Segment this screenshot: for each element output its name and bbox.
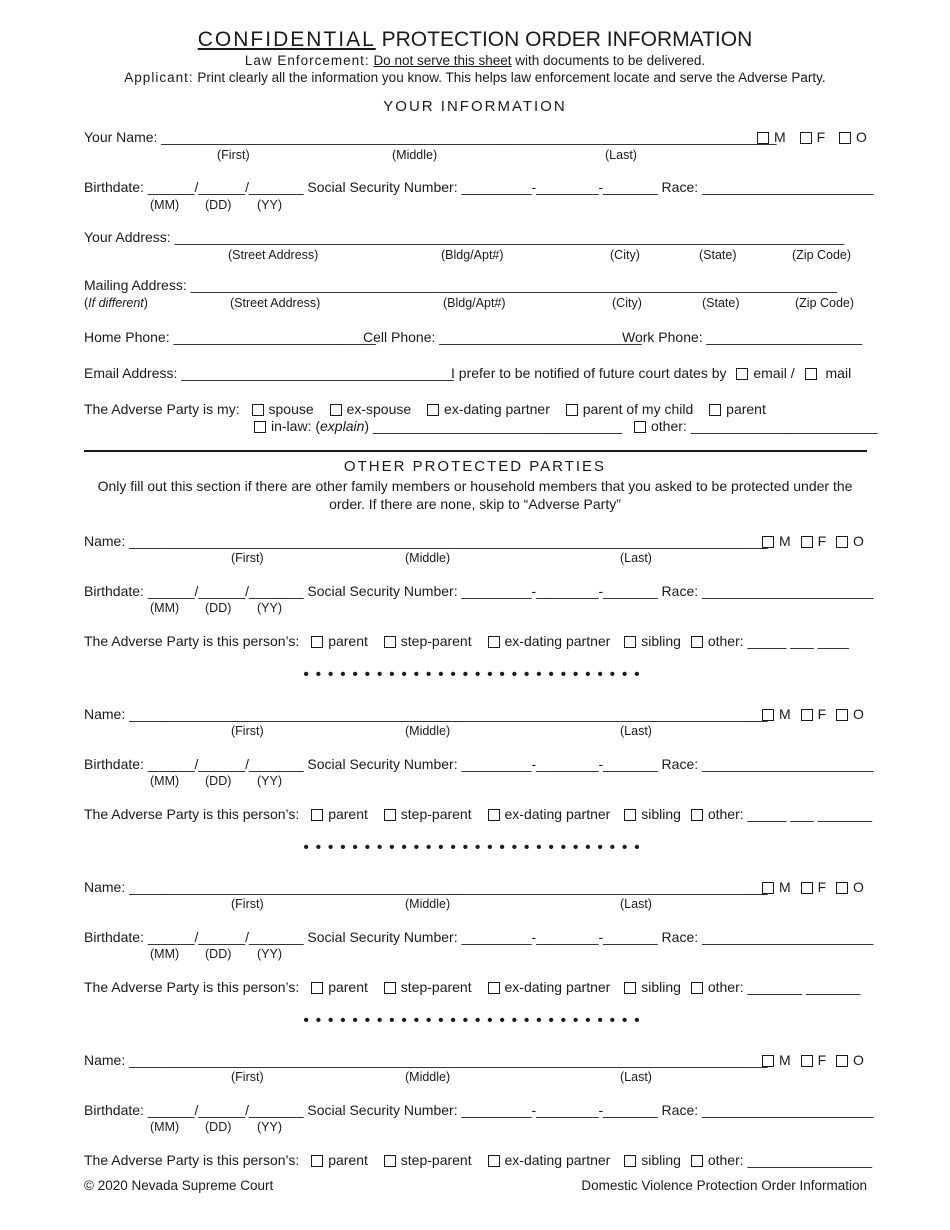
caption-first: (First) xyxy=(217,148,250,162)
separator-dots: •••••••••••••••••••••••••••• xyxy=(303,1012,647,1029)
rel-ex-dating-checkbox[interactable] xyxy=(488,809,500,821)
party-birthdate-ssn-race-field[interactable]: Birthdate: ______/______/_______ Social Security Number: _________-________-_______ Race: ______________________ xyxy=(84,583,874,599)
rel-step-parent-checkbox[interactable] xyxy=(384,982,396,994)
caption-mm: (MM) xyxy=(150,947,180,961)
your-info-heading: YOUR INFORMATION xyxy=(383,98,567,115)
party-name-field[interactable]: Name: __________________________________________________________________________________ xyxy=(84,1052,768,1068)
rel-other-field[interactable]: other: _____ ___ _______ xyxy=(707,806,873,822)
adverse-party-relationship: The Adverse Party is my: spouse ex-spouse ex-dating partner parent of my child parent xyxy=(84,401,766,417)
rel-inlaw-checkbox[interactable] xyxy=(254,421,266,433)
rel-step-parent-checkbox[interactable] xyxy=(384,636,396,648)
caption-yy: (YY) xyxy=(257,198,282,212)
rel-other-checkbox[interactable] xyxy=(691,636,703,648)
caption-street: (Street Address) xyxy=(230,296,321,310)
rel-other-checkbox[interactable] xyxy=(691,982,703,994)
caption-first: (First) xyxy=(231,724,264,738)
party-adverse-relationship: The Adverse Party is this person’s: parent step-parent ex-dating partner sibling other: ________________ xyxy=(84,1152,873,1168)
party-adverse-relationship: The Adverse Party is this person’s: parent step-parent ex-dating partner sibling other: _____ ___ _______ xyxy=(84,806,873,822)
caption-last: (Last) xyxy=(620,897,652,911)
rel-step-parent-checkbox[interactable] xyxy=(384,809,396,821)
applicant-note: Applicant: Print clearly all the information you know. This helps law enforcement locate and serve the Adverse Party. xyxy=(124,70,826,85)
rel-other-field[interactable]: other: ________________________ xyxy=(651,418,878,434)
caption-first: (First) xyxy=(231,1070,264,1084)
notify-preference: I prefer to be notified of future court dates by email / mail xyxy=(451,365,852,381)
gender-options: M F O xyxy=(757,129,867,145)
gender-o-checkbox[interactable] xyxy=(839,132,851,144)
gender-m-checkbox[interactable] xyxy=(762,709,774,721)
caption-dd: (DD) xyxy=(205,947,232,961)
caption-bldg: (Bldg/Apt#) xyxy=(441,248,504,262)
rel-parent-checkbox[interactable] xyxy=(311,636,323,648)
rel-sibling-checkbox[interactable] xyxy=(624,636,636,648)
caption-middle: (Middle) xyxy=(405,724,451,738)
caption-last: (Last) xyxy=(620,724,652,738)
caption-yy: (YY) xyxy=(257,1120,282,1134)
gender-f-checkbox[interactable] xyxy=(801,536,813,548)
caption-dd: (DD) xyxy=(205,1120,232,1134)
caption-street: (Street Address) xyxy=(228,248,319,262)
rel-ex-spouse-checkbox[interactable] xyxy=(330,404,342,416)
rel-ex-dating-checkbox[interactable] xyxy=(427,404,439,416)
home-phone-field[interactable]: Home Phone: __________________________ xyxy=(84,329,376,345)
your-address-field[interactable]: Your Address: ______________________________________________________________________________________ xyxy=(84,229,845,245)
other-parties-heading: OTHER PROTECTED PARTIES xyxy=(343,458,607,475)
rel-parent-checkbox[interactable] xyxy=(311,809,323,821)
footer-form-title: Domestic Violence Protection Order Information xyxy=(581,1178,867,1193)
party-name-field[interactable]: Name: __________________________________________________________________________________ xyxy=(84,879,768,895)
rel-other-field[interactable]: other: _____ ___ ____ xyxy=(707,633,849,649)
separator-dots: •••••••••••••••••••••••••••• xyxy=(303,839,647,856)
rel-parent-checkbox[interactable] xyxy=(311,982,323,994)
caption-if-different: (If different) xyxy=(84,296,148,310)
caption-dd: (DD) xyxy=(205,774,232,788)
notify-email-checkbox[interactable] xyxy=(736,368,748,380)
caption-city: (City) xyxy=(610,248,640,262)
gender-o-checkbox[interactable] xyxy=(836,1055,848,1067)
notify-mail-checkbox[interactable] xyxy=(805,368,817,380)
separator-dots: •••••••••••••••••••••••••••• xyxy=(303,666,647,683)
other-parties-intro: Only fill out this section if there are other family members or household members that you asked to be protected under the order. If there are none, skip to “Adverse Party” xyxy=(97,478,853,512)
mailing-address-field[interactable]: Mailing Address: ___________________________________________________________________________________ xyxy=(84,277,837,293)
gender-f-checkbox[interactable] xyxy=(800,132,812,144)
caption-dd: (DD) xyxy=(205,601,232,615)
party-birthdate-ssn-race-field[interactable]: Birthdate: ______/______/_______ Social Security Number: _________-________-_______ Race: ______________________ xyxy=(84,1102,874,1118)
caption-first: (First) xyxy=(231,551,264,565)
caption-state: (State) xyxy=(699,248,737,262)
party-name-field[interactable]: Name: __________________________________________________________________________________ xyxy=(84,706,768,722)
party-adverse-relationship: The Adverse Party is this person’s: parent step-parent ex-dating partner sibling other: _______ _______ xyxy=(84,979,861,995)
caption-bldg: (Bldg/Apt#) xyxy=(443,296,506,310)
party-adverse-relationship: The Adverse Party is this person’s: parent step-parent ex-dating partner sibling other: _____ ___ ____ xyxy=(84,633,849,649)
party-gender-options: M F O xyxy=(762,533,864,549)
caption-first: (First) xyxy=(231,897,264,911)
caption-middle: (Middle) xyxy=(405,1070,451,1084)
caption-last: (Last) xyxy=(605,148,637,162)
party-gender-options: M F O xyxy=(762,706,864,722)
title-text: PROTECTION ORDER INFORMATION xyxy=(381,28,753,51)
inlaw-other-row: in-law: (explain) ________________________________ other: ________________________ xyxy=(254,418,878,434)
cell-phone-field[interactable]: Cell Phone: __________________________ xyxy=(363,329,642,345)
gender-o-checkbox[interactable] xyxy=(836,709,848,721)
caption-dd: (DD) xyxy=(205,198,232,212)
gender-m-checkbox[interactable] xyxy=(762,1055,774,1067)
party-birthdate-ssn-race-field[interactable]: Birthdate: ______/______/_______ Social Security Number: _________-________-_______ Race: ______________________ xyxy=(84,929,874,945)
rel-ex-dating-checkbox[interactable] xyxy=(488,636,500,648)
caption-middle: (Middle) xyxy=(405,551,451,565)
rel-sibling-checkbox[interactable] xyxy=(624,809,636,821)
rel-ex-dating-checkbox[interactable] xyxy=(488,982,500,994)
gender-f-checkbox[interactable] xyxy=(801,882,813,894)
rel-other-checkbox[interactable] xyxy=(691,809,703,821)
work-phone-field[interactable]: Work Phone: ____________________ xyxy=(622,329,863,345)
rel-parent-of-child-checkbox[interactable] xyxy=(566,404,578,416)
gender-o-checkbox[interactable] xyxy=(836,882,848,894)
rel-step-parent-checkbox[interactable] xyxy=(384,1155,396,1167)
rel-parent-checkbox[interactable] xyxy=(709,404,721,416)
page-title xyxy=(0,28,950,52)
gender-m-checkbox[interactable] xyxy=(762,882,774,894)
birthdate-ssn-race-field[interactable]: Birthdate: ______/______/_______ Social Security Number: _________-________-_______ Race: ______________________ xyxy=(84,179,874,195)
caption-zip: (Zip Code) xyxy=(795,296,855,310)
section-divider xyxy=(84,450,867,452)
rel-other-checkbox[interactable] xyxy=(634,421,646,433)
gender-f-checkbox[interactable] xyxy=(801,709,813,721)
caption-middle: (Middle) xyxy=(405,897,451,911)
party-gender-options: M F O xyxy=(762,879,864,895)
party-birthdate-ssn-race-field[interactable]: Birthdate: ______/______/_______ Social Security Number: _________-________-_______ Race: ______________________ xyxy=(84,756,874,772)
caption-last: (Last) xyxy=(620,1070,652,1084)
caption-city: (City) xyxy=(612,296,642,310)
rel-sibling-checkbox[interactable] xyxy=(624,982,636,994)
rel-other-field[interactable]: other: _______ _______ xyxy=(707,979,861,995)
caption-middle: (Middle) xyxy=(392,148,438,162)
party-name-field[interactable]: Name: __________________________________________________________________________________ xyxy=(84,533,768,549)
caption-yy: (YY) xyxy=(257,947,282,961)
caption-mm: (MM) xyxy=(150,601,180,615)
footer-copyright: © 2020 Nevada Supreme Court xyxy=(84,1178,274,1193)
rel-other-field[interactable]: other: ________________ xyxy=(707,1152,873,1168)
gender-m-checkbox[interactable] xyxy=(757,132,769,144)
party-gender-options: M F O xyxy=(762,1052,864,1068)
rel-other-checkbox[interactable] xyxy=(691,1155,703,1167)
caption-last: (Last) xyxy=(620,551,652,565)
caption-yy: (YY) xyxy=(257,601,282,615)
rel-sibling-checkbox[interactable] xyxy=(624,1155,636,1167)
confidential-label: CONFIDENTIAL xyxy=(197,28,376,51)
gender-m-checkbox[interactable] xyxy=(762,536,774,548)
gender-f-checkbox[interactable] xyxy=(801,1055,813,1067)
caption-yy: (YY) xyxy=(257,774,282,788)
rel-parent-checkbox[interactable] xyxy=(311,1155,323,1167)
email-address-field[interactable]: Email Address: ___________________________________ xyxy=(84,365,454,381)
caption-zip: (Zip Code) xyxy=(792,248,852,262)
your-name-field[interactable]: Your Name: _______________________________________________________________________________ xyxy=(84,129,777,145)
caption-state: (State) xyxy=(702,296,740,310)
rel-ex-dating-checkbox[interactable] xyxy=(488,1155,500,1167)
caption-mm: (MM) xyxy=(150,774,180,788)
caption-mm: (MM) xyxy=(150,198,180,212)
gender-o-checkbox[interactable] xyxy=(836,536,848,548)
rel-spouse-checkbox[interactable] xyxy=(252,404,264,416)
caption-mm: (MM) xyxy=(150,1120,180,1134)
law-enforcement-note: Law Enforcement: Do not serve this sheet with documents to be delivered. xyxy=(244,53,706,68)
